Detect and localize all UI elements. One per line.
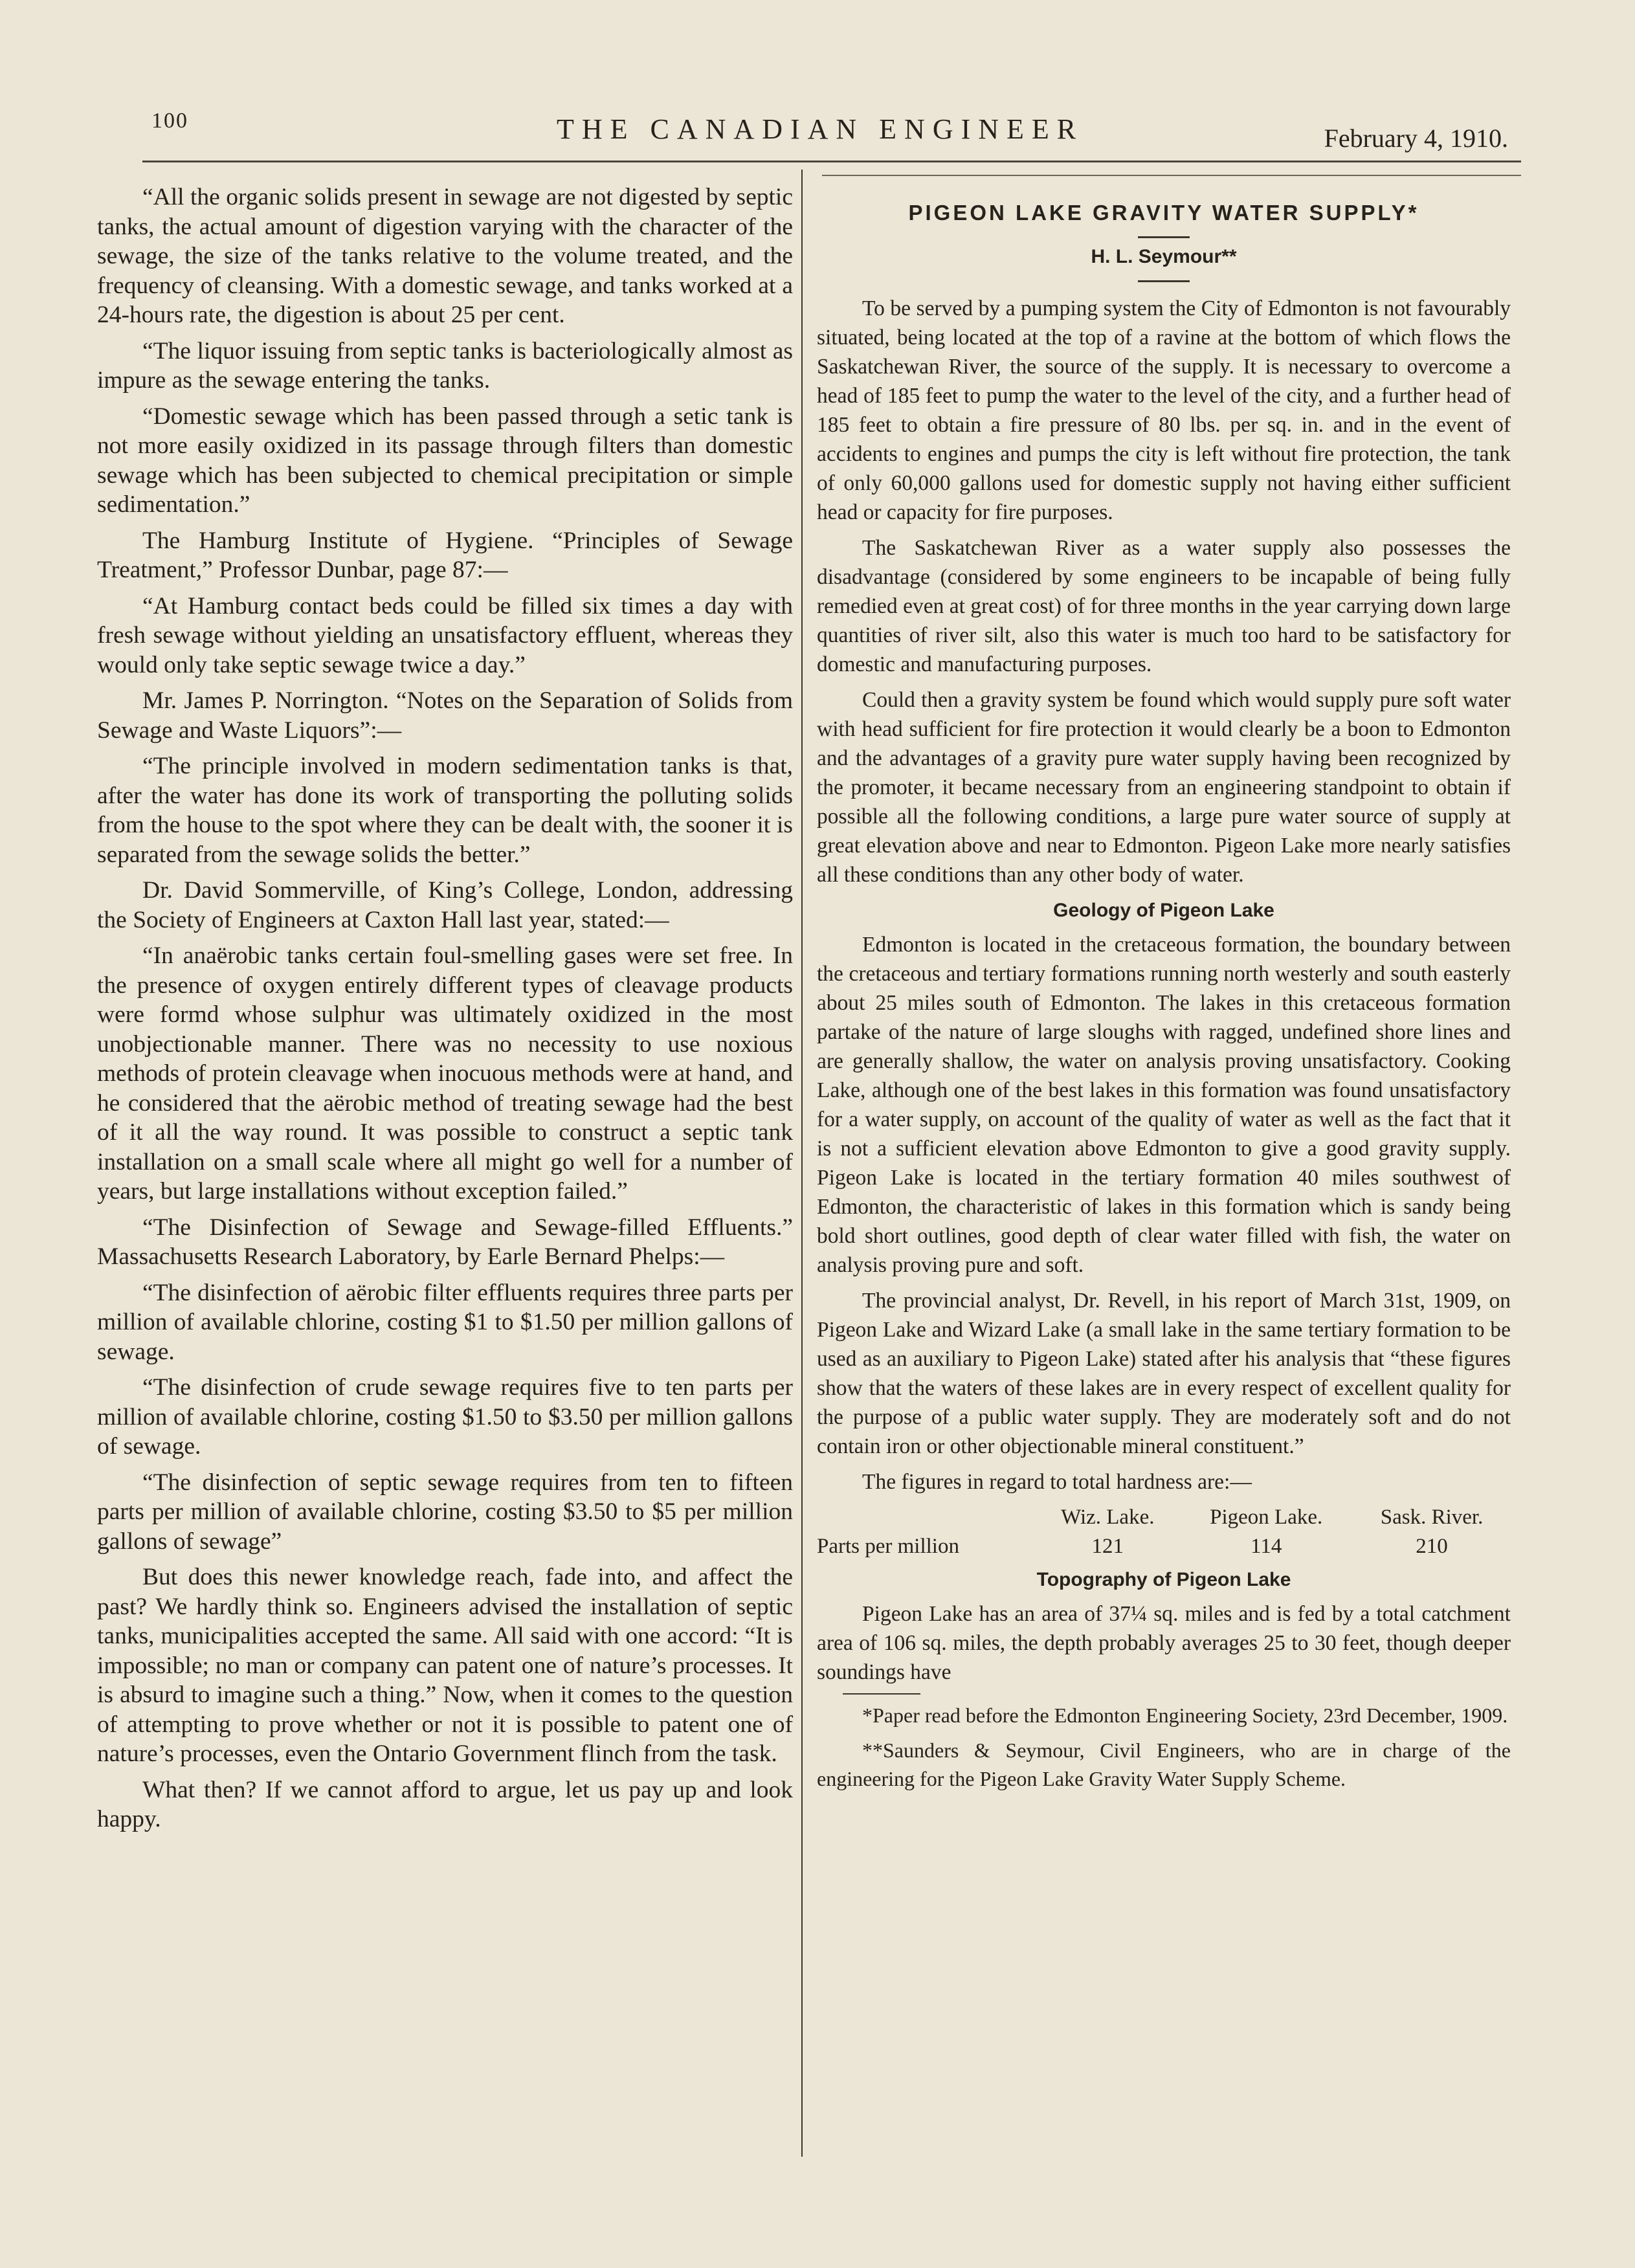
title-rule <box>1138 236 1190 238</box>
table-header-row <box>817 1503 1511 1532</box>
table-header: Sask. River. <box>1380 1506 1484 1529</box>
article-title: PIGEON LAKE GRAVITY WATER SUPPLY* <box>908 201 1419 225</box>
section-heading: Topography of Pigeon Lake <box>1036 1569 1291 1590</box>
paragraph: Edmonton is located in the cretaceous formation, the boundary between the cretaceous and tertiary formations running north westerly and south easterly about 25 miles south of Edmonton. The lakes in this cretaceous formation partake of the nature of large sloughs with ragged, undefined shore lines and are generally shallow, the water on analysis proving unsatisfactory. Cooking Lake, although one of the best lakes in this formation was found unsatisfactory for a water supply, on account of the quality of water as well as the fact that it is not a sufficient elevation above Edmonton to give a good gravity supply. Pigeon Lake is located in the tertiary formation 40 miles southwest of Edmonton, the characteristic of lakes in this formation which is sandy being bold short outlines, good depth of clear water filled with fish, the water on analysis proving pure and soft. <box>817 933 1511 1277</box>
paragraph: Dr. David Sommerville, of King’s College, London, addressing the Society of Engineers at Caxton Hall last year, stated:— <box>97 877 793 933</box>
header-rule <box>142 161 1521 162</box>
right-column <box>817 183 1511 1799</box>
paragraph: The provincial analyst, Dr. Revell, in his report of March 31st, 1909, on Pigeon Lake and Wizard Lake (a small lake in the same tertiary formation to be used as an auxiliary to Pigeon Lake) stated after his analysis that “these figures show that the waters of these lakes are in every respect of excellent quality for the purpose of a public water supply. They are moderately soft and do not contain iron or other objectionable mineral constituent.” <box>817 1289 1511 1458</box>
table-cell: 114 <box>1251 1535 1282 1558</box>
column-divider <box>801 170 803 2157</box>
footnote: **Saunders & Seymour, Civil Engineers, who are in charge of the engineering for the Pigeon Lake Gravity Water Supply Scheme. <box>817 1739 1511 1790</box>
section-heading: Geology of Pigeon Lake <box>1053 900 1274 921</box>
article-author: H. L. Seymour** <box>1091 246 1237 267</box>
footnote: *Paper read before the Edmonton Engineering Society, 23rd December, 1909. <box>862 1704 1508 1727</box>
header-rule-right <box>822 175 1521 176</box>
paragraph: “At Hamburg contact beds could be filled six times a day with fresh sewage without yielding an unsatisfactory effluent, whereas they would only take septic sewage twice a day.” <box>97 592 793 678</box>
paragraph: “All the organic solids present in sewage are not digested by septic tanks, the actual amount of digestion varying with the character of the sewage, the size of the tanks relative to the volume treated, and the frequency of cleansing. With a domestic sewage, and tanks worked at a 24-hours rate, the digestion is about 25 per cent. <box>97 184 793 328</box>
author-rule <box>1138 280 1190 282</box>
left-column <box>97 183 793 1841</box>
paragraph: “The disinfection of aërobic filter effluents requires three parts per million of available chlorine, costing $1 to $1.50 per million gallons of sewage. <box>97 1279 793 1365</box>
paragraph: Could then a gravity system be found which would supply pure soft water with head sufficient for fire protection it would clearly be a boon to Edmonton and the advantages of a gravity pure water supply having been recognized by the promoter, it became necessary from an engineering standpoint to obtain if possible all the following conditions, a large pure water source of supply at great elevation above and near to Edmonton. Pigeon Lake more nearly satisfies all these conditions than any other body of water. <box>817 688 1511 887</box>
paragraph: To be served by a pumping system the City of Edmonton is not favourably situated, being located at the top of a ravine at the bottom of which flows the Saskatchewan River, the source of the supply. It is necessary to overcome a head of 185 feet to pump the water to the level of the city, and a further head of 185 feet to obtain a fire pressure of 80 lbs. per sq. in. and in the event of accidents to engines and pumps the city is left without fire protection, the tank of only 60,000 gallons used for domestic supply not having either sufficient head or capacity for fire purposes. <box>817 296 1511 524</box>
paragraph: “In anaërobic tanks certain foul-smelling gases were set free. In the presence of oxygen entirely different types of cleavage products were formd whose sulphur was ultimately oxidized in the most unobjectionable manner. There was no necessity to use noxious methods of protein cleavage when inocuous methods were at hand, and he considered that the aërobic method of treating sewage had the best of it all the way round. It was possible to construct a septic tank installation on a small scale where all might go well for a number of years, but large installations without exception failed.” <box>97 942 793 1205</box>
journal-title: THE CANADIAN ENGINEER <box>557 113 1084 145</box>
table-header: Pigeon Lake. <box>1210 1506 1323 1529</box>
hardness-table <box>817 1503 1511 1561</box>
page-header <box>142 104 1508 155</box>
paragraph: The Saskatchewan River as a water supply also possesses the disadvantage (considered by some engineers to be incapable of being fully remedied even at great cost) of for three months in the year carrying down large quantities of river silt, also this water is much too hard to be satisfactory for domestic and manufacturing purposes. <box>817 536 1511 676</box>
paragraph: “The Disinfection of Sewage and Sewage-filled Effluents.” Massachusetts Research Laboratory, by Earle Bernard Phelps:— <box>97 1214 793 1270</box>
table-cell: 121 <box>1091 1535 1124 1558</box>
table-header: Wiz. Lake. <box>1061 1506 1155 1529</box>
page-number: 100 <box>151 109 188 133</box>
paragraph: “Domestic sewage which has been passed through a setic tank is not more easily oxidized in its passage through filters than domestic sewage which has been subjected to chemical precipitation or simple sedimentation.” <box>97 403 793 518</box>
paragraph: The Hamburg Institute of Hygiene. “Principles of Sewage Treatment,” Professor Dunbar, page 87:— <box>97 527 793 583</box>
paragraph: “The liquor issuing from septic tanks is bacteriologically almost as impure as the sewage entering the tanks. <box>97 337 793 394</box>
paragraph: “The principle involved in modern sedimentation tanks is that, after the water has done its work of transporting the polluting solids from the house to the spot where they can be dealt with, the sooner it is separated from the sewage solids the better.” <box>97 753 793 868</box>
paragraph: The figures in regard to total hardness are:— <box>862 1470 1252 1494</box>
paragraph: “The disinfection of septic sewage requires from ten to fifteen parts per million of available chlorine, costing $3.50 to $5 per million gallons of sewage” <box>97 1469 793 1555</box>
paragraph: Pigeon Lake has an area of 37¼ sq. miles and is fed by a total catchment area of 106 sq. miles, the depth probably averages 25 to 30 feet, though deeper soundings have <box>817 1602 1511 1684</box>
paragraph: But does this newer knowledge reach, fade into, and affect the past? We hardly think so. Engineers advised the installation of septic tanks, municipalities accepted the same. All said with one accord: “It is impossible; no man or company can patent one of nature’s processes. It is absurd to imagine such a thing.” Now, when it comes to the question of attempting to prove whether or not it is possible to patent one of nature’s processes, even the Ontario Government flinch from the task. <box>97 1564 793 1767</box>
paragraph: “The disinfection of crude sewage requires five to ten parts per million of available chlorine, costing $1.50 to $3.50 per million gallons of sewage. <box>97 1374 793 1460</box>
issue-date: February 4, 1910. <box>1324 124 1508 153</box>
row-label: Parts per million <box>817 1535 959 1558</box>
table-row <box>817 1532 1511 1561</box>
table-cell: 210 <box>1416 1535 1448 1558</box>
footnote-rule <box>843 1693 920 1695</box>
paragraph: Mr. James P. Norrington. “Notes on the Separation of Solids from Sewage and Waste Liquors”:— <box>97 687 793 744</box>
paragraph: What then? If we cannot afford to argue, let us pay up and look happy. <box>97 1776 793 1832</box>
